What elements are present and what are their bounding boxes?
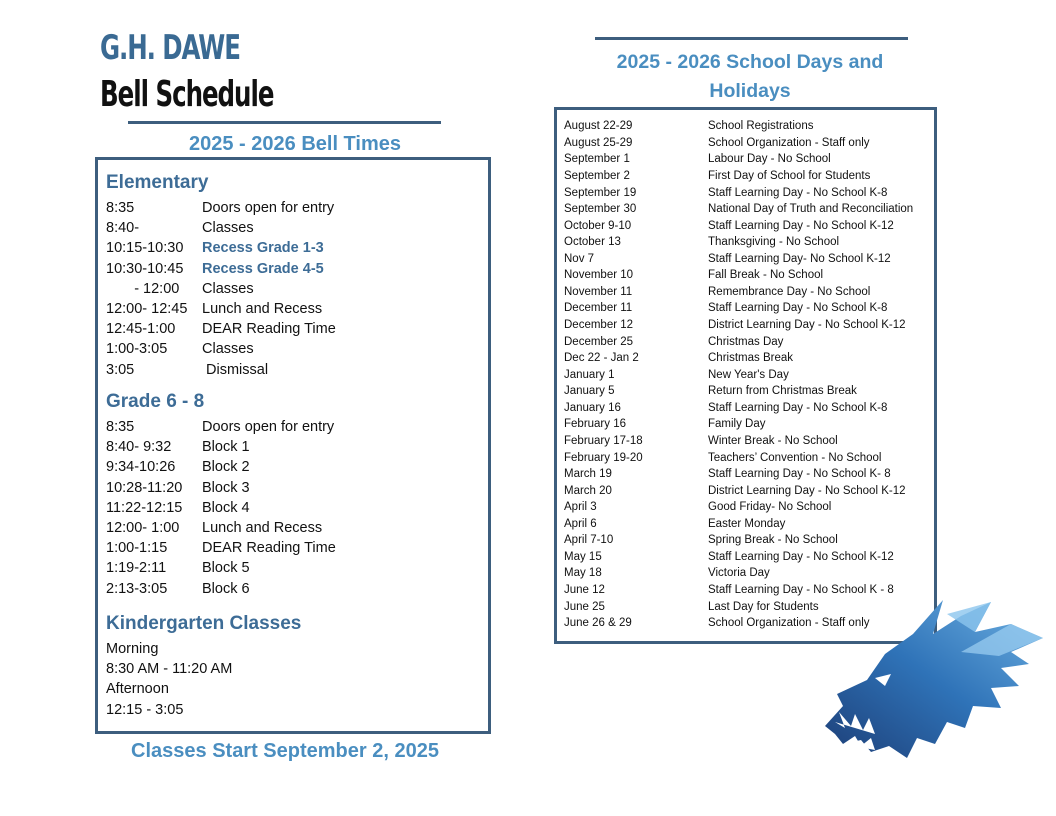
list-item <box>564 201 913 218</box>
kindergarten-line: 12:15 - 3:05 <box>106 701 184 718</box>
grade-6-8-title: Grade 6 - 8 <box>106 391 205 412</box>
table-row <box>106 279 336 299</box>
day-event: Christmas Break <box>708 352 793 365</box>
divider-left <box>128 121 441 124</box>
row-activity: Lunch and Recess <box>202 301 323 318</box>
day-event: Staff Learning Day - No School K-12 <box>708 219 894 232</box>
list-item <box>564 284 913 301</box>
row-time: 11:22-12:15 <box>106 499 183 516</box>
row-time: 3:05 <box>106 361 135 378</box>
day-event: Christmas Day <box>708 335 784 348</box>
list-item <box>564 118 913 135</box>
list-item <box>564 516 913 533</box>
day-event: Staff Learning Day - No School K-8 <box>708 186 888 199</box>
list-item <box>564 532 913 549</box>
row-activity: Block 2 <box>202 459 250 476</box>
table-row <box>106 538 336 558</box>
row-time: 1:00-1:15 <box>106 540 168 557</box>
list-item <box>564 433 913 450</box>
list-item <box>564 565 913 582</box>
list-item <box>564 151 913 168</box>
list-item <box>564 135 913 152</box>
row-activity-highlight: Recess Grade 1-3 <box>202 240 324 257</box>
elementary-rows <box>106 198 336 380</box>
bell-times-heading: 2025 - 2026 Bell Times <box>189 133 401 155</box>
row-time: 10:28-11:20 <box>106 479 183 496</box>
day-event: District Learning Day - No School K-12 <box>708 319 906 332</box>
day-date: December 12 <box>564 319 634 332</box>
bell-times-box <box>95 157 491 734</box>
row-activity-highlight: Recess Grade 4-5 <box>202 260 324 277</box>
day-event: Thanksgiving - No School <box>708 236 840 249</box>
day-date: September 1 <box>564 153 630 166</box>
row-activity: Doors open for entry <box>202 200 335 217</box>
day-date: April 3 <box>564 501 597 514</box>
row-activity: Block 6 <box>202 580 250 597</box>
day-date: April 7-10 <box>564 534 614 547</box>
day-event: Last Day for Students <box>708 600 819 613</box>
list-item <box>564 350 913 367</box>
day-event: School Organization - Staff only <box>708 617 870 630</box>
day-event: Easter Monday <box>708 517 786 530</box>
list-item <box>564 549 913 566</box>
list-item <box>564 184 913 201</box>
day-event: Family Day <box>708 418 766 431</box>
table-row <box>106 478 336 498</box>
school-name: G.H. DAWE <box>100 28 240 68</box>
day-date: January 5 <box>564 385 615 398</box>
row-time: 12:00- 12:45 <box>106 301 188 318</box>
day-event: First Day of School for Students <box>708 169 871 182</box>
day-event: School Organization - Staff only <box>708 136 870 149</box>
list-item <box>564 449 913 466</box>
day-event: National Day of Truth and Reconciliation <box>708 203 914 216</box>
kindergarten-line: 8:30 AM - 11:20 AM <box>106 661 233 678</box>
day-date: March 19 <box>564 468 612 481</box>
row-activity: Block 3 <box>202 479 250 496</box>
day-date: August 25-29 <box>564 136 633 149</box>
table-row <box>106 198 336 218</box>
day-event: School Registrations <box>708 120 814 133</box>
table-row <box>106 558 336 578</box>
row-time: 8:40- <box>106 220 140 237</box>
day-date: Dec 22 - Jan 2 <box>564 352 639 365</box>
day-date: June 25 <box>564 600 605 613</box>
day-event: Staff Learning Day - No School K- 8 <box>708 468 891 481</box>
row-activity: DEAR Reading Time <box>202 540 336 557</box>
row-time: 8:40- 9:32 <box>106 439 172 456</box>
school-days-heading: 2025 - 2026 School Days and Holidays <box>616 51 884 102</box>
list-item <box>564 482 913 499</box>
day-event: Staff Learning Day - No School K-12 <box>708 550 894 563</box>
table-row <box>106 579 336 599</box>
list-item <box>564 499 913 516</box>
day-event: Teachers’ Convention - No School <box>708 451 882 464</box>
day-date: January 1 <box>564 368 615 381</box>
table-row <box>106 518 336 538</box>
list-item <box>564 217 913 234</box>
table-row <box>106 259 336 279</box>
kindergarten-line: Morning <box>106 641 159 658</box>
day-date: May 18 <box>564 567 602 580</box>
row-time: 2:13-3:05 <box>106 580 168 597</box>
row-activity: Classes <box>202 341 254 358</box>
day-event: Fall Break - No School <box>708 269 824 282</box>
list-item <box>564 383 913 400</box>
row-activity: Block 4 <box>202 499 250 516</box>
dragon-mascot-icon <box>815 594 1050 764</box>
row-activity: Block 1 <box>202 439 250 456</box>
day-event: Remembrance Day - No School <box>708 285 871 298</box>
day-date: May 15 <box>564 550 602 563</box>
row-time: 12:45-1:00 <box>106 321 176 338</box>
day-event: Spring Break - No School <box>708 534 838 547</box>
row-activity: Lunch and Recess <box>202 520 323 537</box>
school-days-box <box>554 107 937 644</box>
row-activity: Doors open for entry <box>202 419 335 436</box>
day-event: Victoria Day <box>708 567 770 580</box>
school-days-list <box>564 118 913 631</box>
day-event: Labour Day - No School <box>708 153 831 166</box>
row-activity: Classes <box>202 280 254 297</box>
day-date: December 25 <box>564 335 634 348</box>
day-date: January 16 <box>564 401 621 414</box>
row-time: - 12:00 <box>106 280 180 297</box>
list-item <box>564 416 913 433</box>
row-time: 10:15-10:30 <box>106 240 184 257</box>
row-activity: DEAR Reading Time <box>202 321 336 338</box>
list-item <box>564 466 913 483</box>
table-row <box>106 238 336 258</box>
day-date: November 10 <box>564 269 634 282</box>
day-date: February 16 <box>564 418 627 431</box>
day-event: Staff Learning Day - No School K-8 <box>708 302 888 315</box>
list-item <box>564 251 913 268</box>
table-row <box>106 299 336 319</box>
day-event: District Learning Day - No School K-12 <box>708 484 906 497</box>
row-time: 1:00-3:05 <box>106 341 168 358</box>
day-event: Good Friday- No School <box>708 501 832 514</box>
day-date: Nov 7 <box>564 252 595 265</box>
row-activity: Classes <box>202 220 254 237</box>
day-date: June 26 & 29 <box>564 617 632 630</box>
document-title: Bell Schedule <box>100 74 274 115</box>
row-time: 8:35 <box>106 200 135 217</box>
table-row <box>106 360 336 380</box>
list-item <box>564 234 913 251</box>
row-time: 1:19-2:11 <box>106 560 167 577</box>
table-row <box>106 218 336 238</box>
day-event: Return from Christmas Break <box>708 385 857 398</box>
day-date: February 19-20 <box>564 451 643 464</box>
kindergarten-rows <box>106 639 232 720</box>
day-event: Winter Break - No School <box>708 434 838 447</box>
day-date: August 22-29 <box>564 120 633 133</box>
day-event: Staff Learning Day - No School K - 8 <box>708 584 894 597</box>
list-item <box>564 267 913 284</box>
row-activity: Dismissal <box>202 361 269 378</box>
day-date: October 9-10 <box>564 219 632 232</box>
table-row <box>106 498 336 518</box>
list-item <box>564 300 913 317</box>
day-date: December 11 <box>564 302 633 315</box>
day-date: September 19 <box>564 186 637 199</box>
classes-start-note: Classes Start September 2, 2025 <box>131 740 439 762</box>
row-activity: Block 5 <box>202 560 250 577</box>
kindergarten-line: Afternoon <box>106 681 169 698</box>
day-date: October 13 <box>564 236 621 249</box>
table-row <box>106 339 336 359</box>
day-date: September 30 <box>564 203 637 216</box>
day-event: Staff Learning Day - No School K-8 <box>708 401 888 414</box>
row-time: 9:34-10:26 <box>106 459 176 476</box>
elementary-title: Elementary <box>106 172 209 193</box>
day-date: March 20 <box>564 484 612 497</box>
day-date: September 2 <box>564 169 630 182</box>
row-time: 8:35 <box>106 419 135 436</box>
row-time: 10:30-10:45 <box>106 260 184 277</box>
list-item <box>564 333 913 350</box>
table-row <box>106 437 336 457</box>
kindergarten-title: Kindergarten Classes <box>106 613 302 634</box>
table-row <box>106 417 336 437</box>
list-item <box>564 366 913 383</box>
list-item <box>564 168 913 185</box>
day-event: New Year's Day <box>708 368 789 381</box>
table-row <box>106 457 336 477</box>
day-date: February 17-18 <box>564 434 643 447</box>
row-time: 12:00- 1:00 <box>106 520 180 537</box>
day-event: Staff Learning Day- No School K-12 <box>708 252 891 265</box>
day-date: June 12 <box>564 584 605 597</box>
grade-6-8-rows <box>106 417 336 599</box>
table-row <box>106 319 336 339</box>
day-date: November 11 <box>564 285 633 298</box>
divider-right <box>595 37 908 40</box>
day-date: April 6 <box>564 517 597 530</box>
list-item <box>564 317 913 334</box>
list-item <box>564 400 913 417</box>
